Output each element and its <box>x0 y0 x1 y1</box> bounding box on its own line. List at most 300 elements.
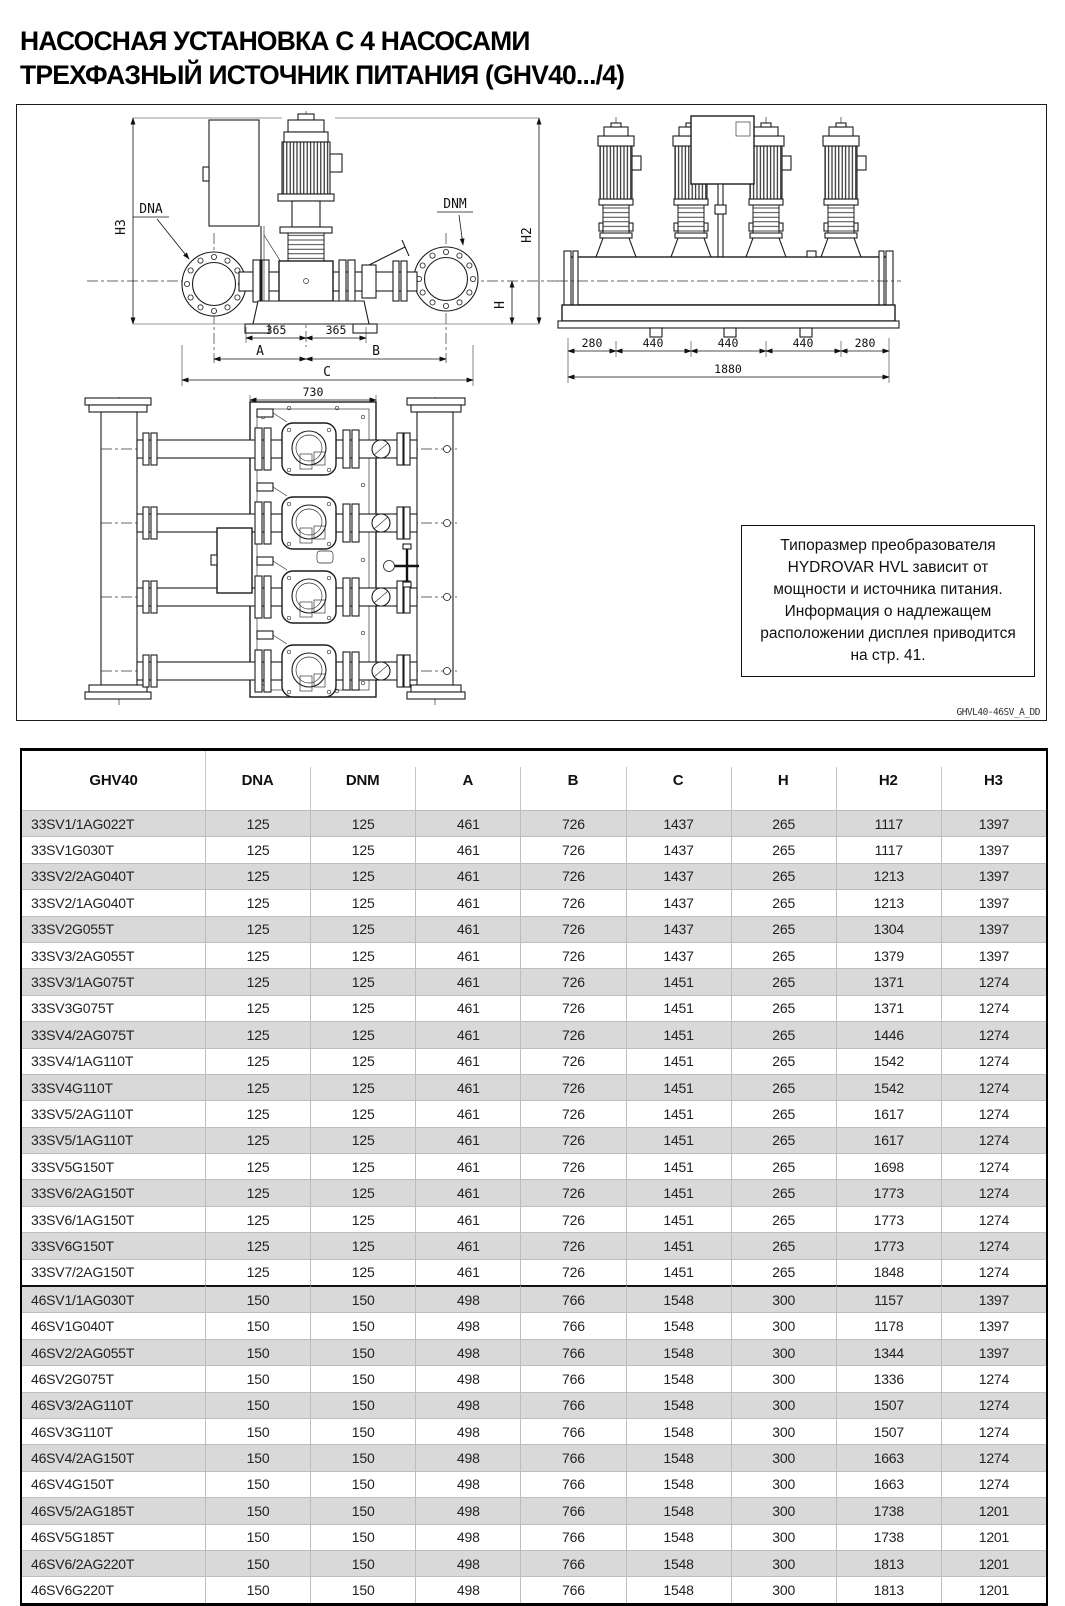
value-cell: 461 <box>415 916 520 942</box>
value-cell: 300 <box>731 1550 836 1576</box>
value-cell: 1397 <box>941 1285 1046 1312</box>
value-cell: 1274 <box>941 1444 1046 1470</box>
value-cell: 265 <box>731 1179 836 1205</box>
model-cell: 33SV6/1AG150T <box>22 1206 205 1232</box>
value-cell: 125 <box>205 1153 310 1179</box>
value-cell: 300 <box>731 1365 836 1391</box>
value-cell: 1437 <box>626 916 731 942</box>
value-cell: 265 <box>731 1259 836 1285</box>
value-cell: 1397 <box>941 1312 1046 1338</box>
value-cell: 125 <box>310 995 415 1021</box>
value-cell: 1451 <box>626 1127 731 1153</box>
hydrovar-note-text: Типоразмер преобразователя HYDROVAR HVL зависит от мощности и источника питания. Информация о надлежащем расположении дисплея приводится на стр. 41. <box>760 537 1016 664</box>
value-cell: 461 <box>415 810 520 836</box>
value-cell: 125 <box>205 863 310 889</box>
table-row <box>22 1392 1046 1418</box>
model-cell: 46SV6G220T <box>22 1576 205 1602</box>
value-cell: 300 <box>731 1471 836 1497</box>
value-cell: 461 <box>415 836 520 862</box>
model-cell: 33SV4G110T <box>22 1074 205 1100</box>
svg-text:H2: H2 <box>520 227 535 243</box>
value-cell: 1451 <box>626 1179 731 1205</box>
value-cell: 726 <box>520 836 625 862</box>
value-cell: 125 <box>310 836 415 862</box>
column-header-model: GHV40 <box>89 772 138 789</box>
value-cell: 461 <box>415 968 520 994</box>
value-cell: 461 <box>415 995 520 1021</box>
value-cell: 1548 <box>626 1524 731 1550</box>
value-cell: 498 <box>415 1497 520 1523</box>
value-cell: 461 <box>415 1259 520 1285</box>
value-cell: 1813 <box>836 1576 941 1602</box>
value-cell: 461 <box>415 942 520 968</box>
value-cell: 1117 <box>836 810 941 836</box>
value-cell: 1451 <box>626 995 731 1021</box>
value-cell: 1542 <box>836 1074 941 1100</box>
model-cell: 33SV6G150T <box>22 1232 205 1258</box>
value-cell: 1548 <box>626 1497 731 1523</box>
value-cell: 150 <box>310 1392 415 1418</box>
value-cell: 1397 <box>941 889 1046 915</box>
table-row <box>22 1471 1046 1497</box>
value-cell: 1617 <box>836 1100 941 1126</box>
value-cell: 1274 <box>941 1418 1046 1444</box>
motor-fins <box>282 142 330 194</box>
table-row <box>22 1179 1046 1205</box>
model-cell: 33SV6/2AG150T <box>22 1179 205 1205</box>
value-cell: 1274 <box>941 1392 1046 1418</box>
value-cell: 766 <box>520 1418 625 1444</box>
value-cell: 265 <box>731 942 836 968</box>
value-cell: 1451 <box>626 1100 731 1126</box>
value-cell: 1344 <box>836 1339 941 1365</box>
value-cell: 300 <box>731 1418 836 1444</box>
model-cell: 33SV5G150T <box>22 1153 205 1179</box>
table-row <box>22 942 1046 968</box>
value-cell: 1274 <box>941 1100 1046 1126</box>
value-cell: 1738 <box>836 1524 941 1550</box>
value-cell: 1663 <box>836 1471 941 1497</box>
value-cell: 498 <box>415 1339 520 1365</box>
value-cell: 265 <box>731 1100 836 1126</box>
svg-text:A: A <box>256 344 264 359</box>
value-cell: 766 <box>520 1576 625 1602</box>
value-cell: 150 <box>310 1471 415 1497</box>
value-cell: 1548 <box>626 1418 731 1444</box>
value-cell: 726 <box>520 1048 625 1074</box>
value-cell: 1548 <box>626 1471 731 1497</box>
column-header-c: C <box>626 751 731 810</box>
table-row <box>22 1285 1046 1312</box>
value-cell: 1397 <box>941 916 1046 942</box>
value-cell: 150 <box>205 1497 310 1523</box>
model-cell: 46SV2G075T <box>22 1365 205 1391</box>
table-row <box>22 1259 1046 1285</box>
value-cell: 461 <box>415 1179 520 1205</box>
value-cell: 1213 <box>836 863 941 889</box>
value-cell: 1274 <box>941 1365 1046 1391</box>
value-cell: 766 <box>520 1365 625 1391</box>
value-cell: 726 <box>520 863 625 889</box>
model-cell: 33SV3/2AG055T <box>22 942 205 968</box>
value-cell: 461 <box>415 863 520 889</box>
value-cell: 125 <box>205 916 310 942</box>
model-cell: 46SV3G110T <box>22 1418 205 1444</box>
value-cell: 766 <box>520 1339 625 1365</box>
value-cell: 1451 <box>626 1206 731 1232</box>
model-cell: 33SV2G055T <box>22 916 205 942</box>
model-cell: 33SV4/1AG110T <box>22 1048 205 1074</box>
value-cell: 498 <box>415 1524 520 1550</box>
value-cell: 150 <box>310 1497 415 1523</box>
value-cell: 1304 <box>836 916 941 942</box>
value-cell: 1451 <box>626 1048 731 1074</box>
model-cell: 33SV7/2AG150T <box>22 1259 205 1285</box>
value-cell: 125 <box>205 1100 310 1126</box>
value-cell: 125 <box>205 836 310 862</box>
value-cell: 1397 <box>941 836 1046 862</box>
value-cell: 1773 <box>836 1206 941 1232</box>
value-cell: 150 <box>205 1392 310 1418</box>
value-cell: 265 <box>731 863 836 889</box>
value-cell: 150 <box>310 1524 415 1550</box>
value-cell: 461 <box>415 1100 520 1126</box>
model-cell: 33SV2/2AG040T <box>22 863 205 889</box>
value-cell: 125 <box>310 1127 415 1153</box>
value-cell: 265 <box>731 916 836 942</box>
value-cell: 125 <box>310 1153 415 1179</box>
value-cell: 1274 <box>941 1074 1046 1100</box>
column-header-dnm: DNM <box>310 751 415 810</box>
table-row <box>22 1444 1046 1470</box>
value-cell: 766 <box>520 1497 625 1523</box>
hydrovar-note-box <box>741 525 1035 677</box>
model-cell: 33SV3G075T <box>22 995 205 1021</box>
value-cell: 1542 <box>836 1048 941 1074</box>
control-panel-plan <box>211 528 252 593</box>
column-header-h: H <box>731 751 836 810</box>
value-cell: 150 <box>205 1312 310 1338</box>
value-cell: 1507 <box>836 1392 941 1418</box>
value-cell: 300 <box>731 1285 836 1312</box>
dnm-leader-line <box>459 215 463 245</box>
value-cell: 125 <box>310 889 415 915</box>
value-cell: 1201 <box>941 1550 1046 1576</box>
table-row <box>22 968 1046 994</box>
table-row <box>22 1074 1046 1100</box>
table-row <box>22 1339 1046 1365</box>
value-cell: 726 <box>520 968 625 994</box>
value-cell: 1548 <box>626 1392 731 1418</box>
table-row <box>22 1048 1046 1074</box>
value-cell: 498 <box>415 1550 520 1576</box>
value-cell: 726 <box>520 810 625 836</box>
value-cell: 300 <box>731 1576 836 1602</box>
valve-lever <box>369 247 405 265</box>
value-cell: 1397 <box>941 1339 1046 1365</box>
value-cell: 300 <box>731 1524 836 1550</box>
table-row <box>22 863 1046 889</box>
value-cell: 1548 <box>626 1365 731 1391</box>
model-cell: 46SV3/2AG110T <box>22 1392 205 1418</box>
model-cell: 46SV1/1AG030T <box>22 1285 205 1312</box>
column-header-a: A <box>415 751 520 810</box>
value-cell: 125 <box>310 1232 415 1258</box>
value-cell: 125 <box>310 1100 415 1126</box>
value-cell: 461 <box>415 1127 520 1153</box>
svg-text:280: 280 <box>581 336 603 350</box>
value-cell: 265 <box>731 1232 836 1258</box>
value-cell: 125 <box>205 1259 310 1285</box>
value-cell: 125 <box>205 1048 310 1074</box>
value-cell: 461 <box>415 1206 520 1232</box>
value-cell: 1848 <box>836 1259 941 1285</box>
model-cell: 33SV4/2AG075T <box>22 1021 205 1047</box>
value-cell: 1157 <box>836 1285 941 1312</box>
model-cell: 46SV4G150T <box>22 1471 205 1497</box>
value-cell: 1397 <box>941 863 1046 889</box>
value-cell: 150 <box>310 1339 415 1365</box>
value-cell: 461 <box>415 1232 520 1258</box>
value-cell: 300 <box>731 1312 836 1338</box>
value-cell: 726 <box>520 1153 625 1179</box>
model-cell: 46SV4/2AG150T <box>22 1444 205 1470</box>
column-header-dna: DNA <box>205 751 310 810</box>
value-cell: 265 <box>731 995 836 1021</box>
value-cell: 1201 <box>941 1497 1046 1523</box>
value-cell: 1178 <box>836 1312 941 1338</box>
value-cell: 1274 <box>941 1471 1046 1497</box>
value-cell: 150 <box>310 1312 415 1338</box>
value-cell: 1548 <box>626 1444 731 1470</box>
value-cell: 1379 <box>836 942 941 968</box>
value-cell: 1437 <box>626 863 731 889</box>
value-cell: 265 <box>731 1127 836 1153</box>
value-cell: 1698 <box>836 1153 941 1179</box>
value-cell: 1446 <box>836 1021 941 1047</box>
value-cell: 1117 <box>836 836 941 862</box>
table-row <box>22 1127 1046 1153</box>
value-cell: 125 <box>205 968 310 994</box>
table-row <box>22 889 1046 915</box>
dimension-table-header <box>22 751 1046 810</box>
value-cell: 498 <box>415 1576 520 1602</box>
svg-text:440: 440 <box>792 336 814 350</box>
value-cell: 150 <box>205 1550 310 1576</box>
svg-text:B: B <box>372 344 380 359</box>
value-cell: 1201 <box>941 1576 1046 1602</box>
svg-text:H: H <box>493 301 508 309</box>
table-row <box>22 1153 1046 1179</box>
value-cell: 726 <box>520 1074 625 1100</box>
technical-drawing-figure <box>16 104 1047 721</box>
svg-text:365: 365 <box>325 323 347 337</box>
value-cell: 461 <box>415 1153 520 1179</box>
front-view-drawing <box>87 111 562 386</box>
value-cell: 125 <box>310 1048 415 1074</box>
value-cell: 265 <box>731 810 836 836</box>
value-cell: 461 <box>415 889 520 915</box>
value-cell: 125 <box>310 968 415 994</box>
value-cell: 1451 <box>626 968 731 994</box>
value-cell: 265 <box>731 968 836 994</box>
value-cell: 125 <box>310 1259 415 1285</box>
table-row <box>22 1312 1046 1338</box>
value-cell: 1274 <box>941 1259 1046 1285</box>
model-cell: 46SV6/2AG220T <box>22 1550 205 1576</box>
value-cell: 1274 <box>941 1232 1046 1258</box>
svg-text:440: 440 <box>642 336 664 350</box>
value-cell: 150 <box>205 1471 310 1497</box>
value-cell: 726 <box>520 1100 625 1126</box>
model-cell: 33SV1/1AG022T <box>22 810 205 836</box>
value-cell: 498 <box>415 1285 520 1312</box>
value-cell: 150 <box>205 1365 310 1391</box>
table-row <box>22 1576 1046 1602</box>
dim-total-1880 <box>568 362 889 377</box>
dimension-table-body <box>22 810 1046 1603</box>
value-cell: 1397 <box>941 810 1046 836</box>
value-cell: 1548 <box>626 1550 731 1576</box>
value-cell: 1274 <box>941 1153 1046 1179</box>
dim-h <box>493 281 512 324</box>
value-cell: 1213 <box>836 889 941 915</box>
value-cell: 1274 <box>941 1179 1046 1205</box>
value-cell: 726 <box>520 1232 625 1258</box>
model-cell: 46SV1G040T <box>22 1312 205 1338</box>
svg-text:440: 440 <box>717 336 739 350</box>
value-cell: 300 <box>731 1392 836 1418</box>
value-cell: 125 <box>310 942 415 968</box>
value-cell: 726 <box>520 1021 625 1047</box>
model-cell: 33SV5/1AG110T <box>22 1127 205 1153</box>
value-cell: 125 <box>205 942 310 968</box>
svg-text:C: C <box>323 365 331 380</box>
dim-a-b <box>214 344 446 359</box>
column-header-h2: H2 <box>836 751 941 810</box>
value-cell: 1617 <box>836 1127 941 1153</box>
value-cell: 265 <box>731 1206 836 1232</box>
gauge-icon <box>384 561 395 572</box>
value-cell: 150 <box>205 1418 310 1444</box>
value-cell: 1451 <box>626 1232 731 1258</box>
value-cell: 125 <box>205 1206 310 1232</box>
value-cell: 125 <box>310 1179 415 1205</box>
value-cell: 1451 <box>626 1074 731 1100</box>
svg-text:H3: H3 <box>114 219 129 235</box>
value-cell: 150 <box>205 1339 310 1365</box>
value-cell: 1437 <box>626 942 731 968</box>
value-cell: 1548 <box>626 1285 731 1312</box>
value-cell: 125 <box>205 810 310 836</box>
value-cell: 1451 <box>626 1153 731 1179</box>
value-cell: 1274 <box>941 968 1046 994</box>
value-cell: 766 <box>520 1550 625 1576</box>
value-cell: 766 <box>520 1524 625 1550</box>
value-cell: 150 <box>310 1365 415 1391</box>
value-cell: 726 <box>520 916 625 942</box>
svg-text:280: 280 <box>854 336 876 350</box>
discharge-flange-disc <box>414 247 478 311</box>
svg-text:730: 730 <box>302 385 324 399</box>
svg-text:1880: 1880 <box>714 362 742 376</box>
value-cell: 1451 <box>626 1021 731 1047</box>
value-cell: 766 <box>520 1471 625 1497</box>
value-cell: 265 <box>731 1048 836 1074</box>
value-cell: 150 <box>310 1576 415 1602</box>
value-cell: 1548 <box>626 1312 731 1338</box>
value-cell: 150 <box>205 1285 310 1312</box>
value-cell: 1274 <box>941 1206 1046 1232</box>
value-cell: 125 <box>205 1179 310 1205</box>
value-cell: 265 <box>731 1021 836 1047</box>
model-cell: 46SV5G185T <box>22 1524 205 1550</box>
suction-flange-disc <box>182 252 246 316</box>
value-cell: 498 <box>415 1471 520 1497</box>
table-row <box>22 810 1046 836</box>
value-cell: 1738 <box>836 1497 941 1523</box>
value-cell: 265 <box>731 1153 836 1179</box>
table-row <box>22 1550 1046 1576</box>
value-cell: 1274 <box>941 1127 1046 1153</box>
value-cell: 1437 <box>626 889 731 915</box>
end-view-drawing <box>557 116 901 383</box>
value-cell: 300 <box>731 1339 836 1365</box>
page-title-line1: НАСОСНАЯ УСТАНОВКА С 4 НАСОСАМИ <box>20 26 530 56</box>
column-header-b: B <box>520 751 625 810</box>
value-cell: 1336 <box>836 1365 941 1391</box>
value-cell: 1274 <box>941 1048 1046 1074</box>
page-title <box>20 24 624 92</box>
value-cell: 1274 <box>941 1021 1046 1047</box>
value-cell: 1773 <box>836 1232 941 1258</box>
value-cell: 461 <box>415 1074 520 1100</box>
value-cell: 726 <box>520 942 625 968</box>
model-cell: 46SV2/2AG055T <box>22 1339 205 1365</box>
table-row <box>22 916 1046 942</box>
value-cell: 1548 <box>626 1576 731 1602</box>
value-cell: 498 <box>415 1312 520 1338</box>
value-cell: 125 <box>310 863 415 889</box>
drawing-code: GHVL40-46SV_A_DD <box>956 707 1040 718</box>
value-cell: 125 <box>205 1074 310 1100</box>
value-cell: 498 <box>415 1444 520 1470</box>
value-cell: 726 <box>520 1259 625 1285</box>
value-cell: 125 <box>310 810 415 836</box>
table-row <box>22 1365 1046 1391</box>
table-row <box>22 1206 1046 1232</box>
table-row <box>22 1100 1046 1126</box>
page-title-line2: ТРЕХФАЗНЫЙ ИСТОЧНИК ПИТАНИЯ (GHV40.../4) <box>20 60 625 90</box>
dna-leader-line <box>157 219 189 259</box>
value-cell: 766 <box>520 1312 625 1338</box>
value-cell: 150 <box>310 1444 415 1470</box>
table-row <box>22 1232 1046 1258</box>
value-cell: 125 <box>310 1021 415 1047</box>
value-cell: 1274 <box>941 995 1046 1021</box>
table-row <box>22 1497 1046 1523</box>
value-cell: 265 <box>731 889 836 915</box>
value-cell: 150 <box>205 1576 310 1602</box>
value-cell: 766 <box>520 1392 625 1418</box>
value-cell: 726 <box>520 1179 625 1205</box>
value-cell: 498 <box>415 1392 520 1418</box>
value-cell: 461 <box>415 1021 520 1047</box>
model-cell: 33SV5/2AG110T <box>22 1100 205 1126</box>
value-cell: 726 <box>520 1127 625 1153</box>
table-row <box>22 1524 1046 1550</box>
value-cell: 1371 <box>836 968 941 994</box>
